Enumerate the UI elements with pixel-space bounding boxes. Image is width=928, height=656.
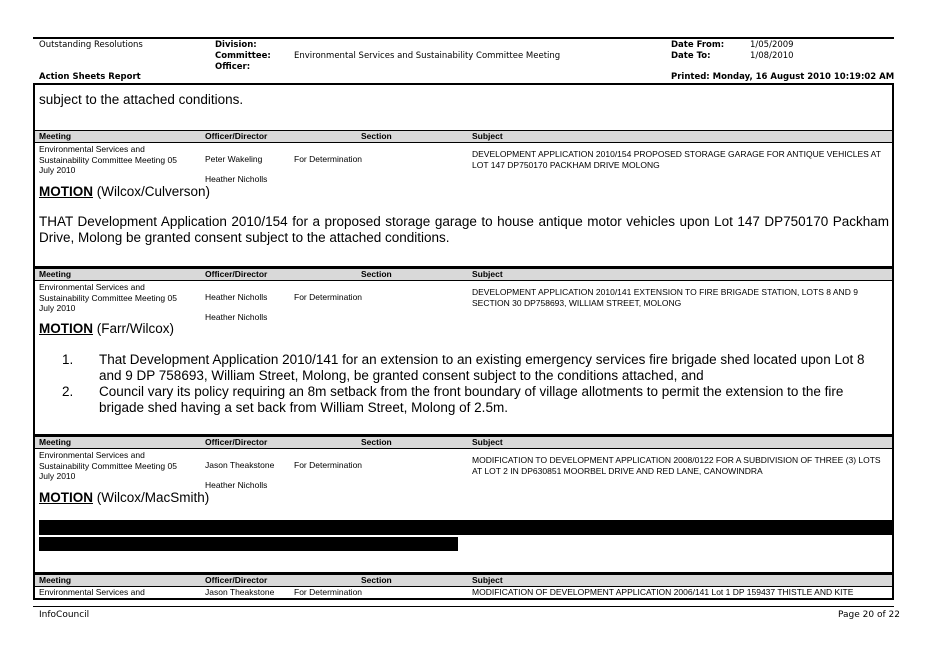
motion-heading <box>39 184 210 200</box>
column-officer: Officer/Director <box>205 269 268 279</box>
table-header-row <box>35 436 892 449</box>
committee-label: Committee: <box>215 51 271 61</box>
redaction-bar <box>39 537 458 551</box>
record-meeting: Environmental Services and Sustainability Committee Meeting 05 July 2010 <box>39 450 177 481</box>
division-label: Division: <box>215 40 257 50</box>
record-section: For Determination <box>294 154 363 164</box>
column-meeting: Meeting <box>39 575 72 585</box>
column-officer: Officer/Director <box>205 131 268 141</box>
record-officer: Jason Theakstone <box>205 587 275 597</box>
record-section: For Determination <box>294 460 363 470</box>
record-meeting: Environmental Services and Sustainability Committee Meeting 05 July 2010 <box>39 282 177 313</box>
motion-movers: (Wilcox/Culverson) <box>96 184 211 199</box>
column-subject: Subject <box>472 269 503 279</box>
record-meeting: Environmental Services and <box>39 587 145 597</box>
motion-heading <box>39 490 209 506</box>
footer-app-name: InfoCouncil <box>39 610 90 620</box>
list-item-number: 2. <box>62 384 74 399</box>
record-director: Heather Nicholls <box>205 480 268 490</box>
motion-movers: (Wilcox/MacSmith) <box>96 490 210 505</box>
list-item: That Development Application 2010/141 for an extension to an existing emergency services fire brigade shed located upon Lot 8 and 9 DP 758693, William Street, Molong, be granted consent subject to the conditions attached, and <box>99 352 865 383</box>
column-meeting: Meeting <box>39 437 72 447</box>
date-to-value: 1/08/2010 <box>750 51 794 61</box>
record-officer: Heather Nicholls <box>205 292 268 302</box>
committee-value: Environmental Services and Sustainability Committee Meeting <box>294 51 561 61</box>
date-from-value: 1/05/2009 <box>750 40 794 50</box>
record-director: Heather Nicholls <box>205 312 268 322</box>
date-from-label: Date From: <box>671 40 725 50</box>
officer-label: Officer: <box>215 62 251 72</box>
record-section: For Determination <box>294 587 363 597</box>
record-subject: MODIFICATION TO DEVELOPMENT APPLICATION 2008/0122 FOR A SUBDIVISION OF THREE (3) LOTS AT LOT 2 IN DP630851 MOORBEL DRIVE AND RED LANE, CANOWINDRA <box>472 455 881 476</box>
table-header-row <box>35 130 892 143</box>
record-officer: Jason Theakstone <box>205 460 275 470</box>
content-bottom-rule <box>33 598 894 600</box>
motion-label: MOTION <box>39 490 93 505</box>
column-section: Section <box>361 437 392 447</box>
continuation-text: subject to the attached conditions. <box>39 92 244 107</box>
record-meeting: Environmental Services and Sustainability Committee Meeting 05 July 2010 <box>39 144 177 175</box>
list-item: Council vary its policy requiring an 8m setback from the front boundary of village allotments to permit the extension to the fire brigade shed having a set back from William Street, Molong of 2.5m. <box>99 384 844 415</box>
column-meeting: Meeting <box>39 269 72 279</box>
resolution-text: THAT Development Application 2010/154 for a proposed storage garage to house antique motor vehicles upon Lot 147 DP750170 Packham Drive, Molong be granted consent subject to the attached conditions. <box>39 214 889 245</box>
column-officer: Officer/Director <box>205 575 268 585</box>
record-officer: Peter Wakeling <box>205 154 263 164</box>
printed-timestamp: Printed: Monday, 16 August 2010 10:19:02 AM <box>671 72 895 82</box>
redaction-bar <box>39 520 894 535</box>
list-item-number: 1. <box>62 352 74 367</box>
header-top-rule <box>33 37 894 39</box>
report-type: Action Sheets Report <box>39 72 141 82</box>
column-section: Section <box>361 131 392 141</box>
column-subject: Subject <box>472 437 503 447</box>
column-section: Section <box>361 269 392 279</box>
column-meeting: Meeting <box>39 131 72 141</box>
table-header-row <box>35 574 892 587</box>
record-section: For Determination <box>294 292 363 302</box>
motion-label: MOTION <box>39 321 93 336</box>
column-subject: Subject <box>472 575 503 585</box>
motion-label: MOTION <box>39 184 93 199</box>
footer-rule <box>33 606 894 607</box>
record-director: Heather Nicholls <box>205 174 268 184</box>
record-subject: MODIFICATION OF DEVELOPMENT APPLICATION 2006/141 Lot 1 DP 159437 THISTLE AND KITE <box>472 587 854 597</box>
column-subject: Subject <box>472 131 503 141</box>
motion-heading <box>39 321 174 337</box>
column-officer: Officer/Director <box>205 437 268 447</box>
column-section: Section <box>361 575 392 585</box>
page-number: Page 20 of 22 <box>838 610 900 620</box>
record-subject: DEVELOPMENT APPLICATION 2010/141 EXTENSION TO FIRE BRIGADE STATION, LOTS 8 AND 9 SECTION 30 DP758693, WILLIAM STREET, MOLONG <box>472 287 858 308</box>
date-to-label: Date To: <box>671 51 711 61</box>
table-header-row <box>35 268 892 281</box>
record-subject: DEVELOPMENT APPLICATION 2010/154 PROPOSED STORAGE GARAGE FOR ANTIQUE VEHICLES AT LOT 147 DP750170 PACKHAM DRIVE MOLONG <box>472 149 881 170</box>
motion-movers: (Farr/Wilcox) <box>96 321 175 336</box>
report-name: Outstanding Resolutions <box>39 40 143 50</box>
